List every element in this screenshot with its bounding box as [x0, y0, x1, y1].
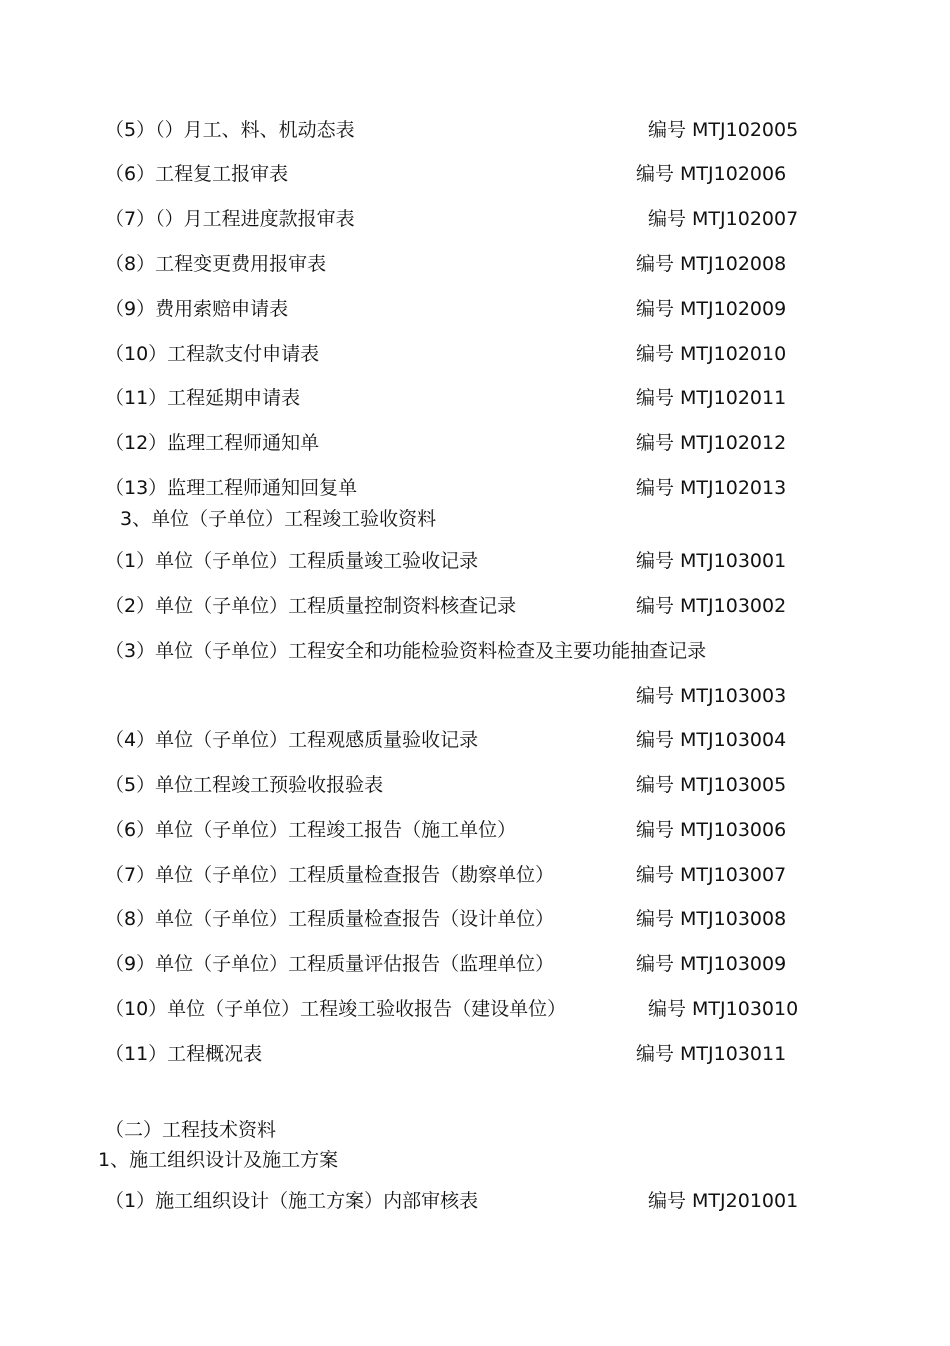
item-title: （10）工程款支付申请表 [105, 343, 320, 365]
item-title: （9）费用索赔申请表 [105, 298, 289, 320]
form-code: 编号 MTJ103008 [636, 908, 787, 930]
item-title: （8）单位（子单位）工程质量检查报告（设计单位） [105, 908, 555, 930]
subsection-heading: 1、施工组织设计及施工方案 [98, 1149, 339, 1171]
item-title: （5）单位工程竣工预验收报验表 [105, 774, 384, 796]
item-title: （6）单位（子单位）工程竣工报告（施工单位） [105, 819, 517, 841]
form-code: 编号 MTJ102012 [636, 432, 787, 454]
form-code: 编号 MTJ103006 [636, 819, 787, 841]
form-code: 编号 MTJ103001 [636, 550, 787, 572]
section-heading: 3、单位（子单位）工程竣工验收资料 [120, 508, 437, 530]
form-code: 编号 MTJ102010 [636, 343, 787, 365]
item-title: （11）工程延期申请表 [105, 387, 301, 409]
item-title: （6）工程复工报审表 [105, 163, 289, 185]
form-code: 编号 MTJ103009 [636, 953, 787, 975]
form-code: 编号 MTJ103003 [636, 685, 787, 707]
form-code: 编号 MTJ102006 [636, 163, 787, 185]
item-title: （7）单位（子单位）工程质量检查报告（勘察单位） [105, 864, 555, 886]
item-title: （8）工程变更费用报审表 [105, 253, 327, 275]
item-title: （10）单位（子单位）工程竣工验收报告（建设单位） [105, 998, 567, 1020]
item-title: （11）工程概况表 [105, 1043, 263, 1065]
item-title: （3）单位（子单位）工程安全和功能检验资料检查及主要功能抽查记录 [105, 640, 707, 662]
form-code: 编号 MTJ103007 [636, 864, 787, 886]
section-heading: （二）工程技术资料 [105, 1119, 277, 1141]
form-code: 编号 MTJ102013 [636, 477, 787, 499]
item-title: （1）施工组织设计（施工方案）内部审核表 [105, 1190, 479, 1212]
item-title: （13）监理工程师通知回复单 [105, 477, 358, 499]
form-code: 编号 MTJ102011 [636, 387, 787, 409]
item-title: （4）单位（子单位）工程观感质量验收记录 [105, 729, 479, 751]
form-code: 编号 MTJ102008 [636, 253, 787, 275]
item-title: （1）单位（子单位）工程质量竣工验收记录 [105, 550, 479, 572]
item-title: （9）单位（子单位）工程质量评估报告（监理单位） [105, 953, 555, 975]
form-code: 编号 MTJ201001 [648, 1190, 799, 1212]
item-title: （7）（）月工程进度款报审表 [105, 208, 355, 230]
form-code: 编号 MTJ102007 [648, 208, 799, 230]
form-code: 编号 MTJ103010 [648, 998, 799, 1020]
item-title: （12）监理工程师通知单 [105, 432, 320, 454]
form-code: 编号 MTJ103005 [636, 774, 787, 796]
form-code: 编号 MTJ102005 [648, 119, 799, 141]
form-code: 编号 MTJ103011 [636, 1043, 787, 1065]
item-title: （2）单位（子单位）工程质量控制资料核查记录 [105, 595, 517, 617]
form-code: 编号 MTJ103004 [636, 729, 787, 751]
item-title: （5）（）月工、料、机动态表 [105, 119, 355, 141]
form-code: 编号 MTJ102009 [636, 298, 787, 320]
form-code: 编号 MTJ103002 [636, 595, 787, 617]
